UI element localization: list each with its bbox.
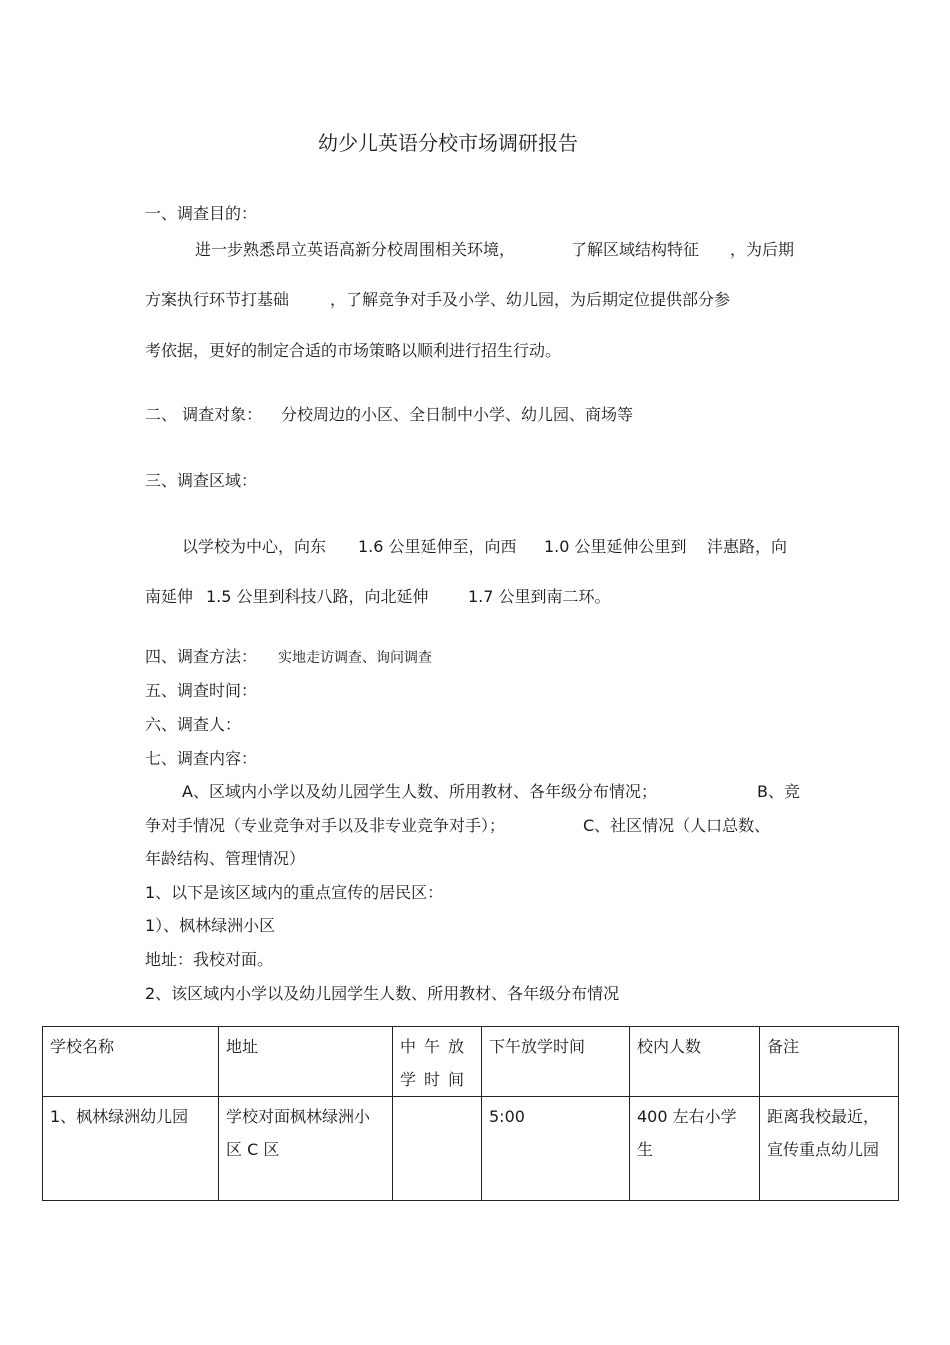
- section-1-heading: 一、调查目的：: [145, 204, 258, 223]
- table-cell: 学校对面枫林绿洲小区 C 区: [219, 1097, 393, 1201]
- section-7-line-2b: C、社区情况（人口总数、: [583, 816, 771, 835]
- section-4-content: 实地走访调查、询问调查: [278, 650, 432, 666]
- section-3-heading: 三、调查区域：: [145, 471, 258, 490]
- section-2-heading: 二、 调查对象：: [145, 405, 263, 424]
- table-cell: 5:00: [482, 1097, 630, 1201]
- section-2-content: 分校周边的小区、全日制中小学、幼儿园、商场等: [281, 405, 634, 424]
- section-7-line-1a: A、区域内小学以及幼儿园学生人数、所用教材、各年级分布情况；: [182, 782, 657, 801]
- table-row: [43, 1097, 899, 1201]
- section-1-line-1c: ，为后期: [730, 240, 795, 259]
- section-1-line-2a: 方案执行环节打基础: [145, 290, 290, 309]
- section-3-line-2b: 1.5 公里到科技八路，向北延伸: [206, 587, 429, 606]
- section-7-heading: 七、调查内容：: [145, 749, 258, 768]
- table-cell: 距离我校最近，宣传重点幼儿园: [760, 1097, 899, 1201]
- table-header-cell: 备注: [760, 1027, 899, 1097]
- table-cell: 1、枫林绿洲幼儿园: [43, 1097, 219, 1201]
- table-header-cell: 地址: [219, 1027, 393, 1097]
- section-3-line-1d: 沣惠路，向: [707, 537, 788, 556]
- section-5-heading: 五、调查时间：: [145, 681, 258, 700]
- table-header-cell: 中午放学时间: [393, 1027, 482, 1097]
- section-1-line-1a: 进一步熟悉昂立英语高新分校周围相关环境，: [195, 240, 516, 259]
- section-1-line-2b: ，了解竞争对手及小学、幼儿园，为后期定位提供部分参: [330, 290, 731, 309]
- section-7-line-3: 年龄结构、管理情况）: [145, 849, 306, 868]
- table-header-cell: 学校名称: [43, 1027, 219, 1097]
- table-header-row: [43, 1027, 899, 1097]
- table-header-cell: 校内人数: [630, 1027, 760, 1097]
- section-1-line-3: 考依据，更好的制定合适的市场策略以顺利进行招生行动。: [145, 341, 562, 360]
- section-4-heading: 四、调查方法：: [145, 647, 258, 666]
- document-title: 幼少儿英语分校市场调研报告: [318, 131, 578, 155]
- table-header-cell: 下午放学时间: [482, 1027, 630, 1097]
- list-item-1: 1、以下是该区域内的重点宣传的居民区：: [145, 883, 444, 902]
- section-3-line-2c: 1.7 公里到南二环。: [468, 587, 611, 606]
- section-7-line-2a: 争对手情况（专业竞争对手以及非专业竞争对手）；: [145, 816, 506, 835]
- section-7-line-1b: B、竞: [757, 782, 800, 801]
- list-item-2: 2、该区域内小学以及幼儿园学生人数、所用教材、各年级分布情况: [145, 984, 620, 1003]
- table-cell: [393, 1097, 482, 1201]
- section-3-line-2a: 南延伸: [145, 587, 194, 606]
- address-line: 地址：我校对面。: [145, 950, 274, 969]
- section-3-line-1c: 1.0 公里延伸公里到: [544, 537, 687, 556]
- section-3-line-1a: 以学校为中心，向东: [182, 537, 327, 556]
- table-cell: 400 左右小学生: [630, 1097, 760, 1201]
- section-6-heading: 六、调查人：: [145, 715, 242, 734]
- section-1-line-1b: 了解区域结构特征: [571, 240, 700, 259]
- list-item-1-1: 1）、枫林绿洲小区: [145, 916, 276, 935]
- section-3-line-1b: 1.6 公里延伸至，向西: [358, 537, 517, 556]
- school-table: [42, 1026, 899, 1201]
